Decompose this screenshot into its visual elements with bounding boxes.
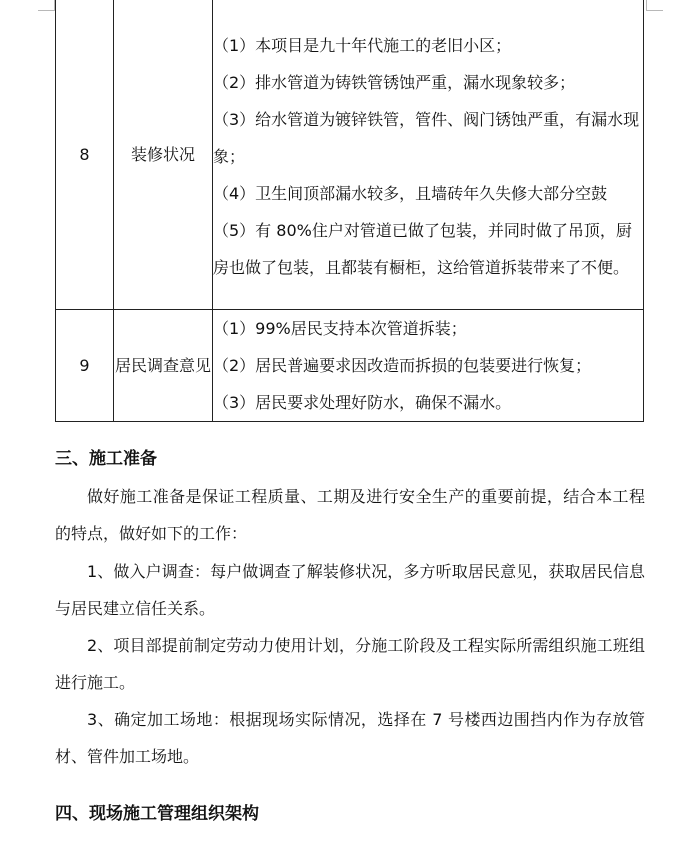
detail-line: （3）居民要求处理好防水，确保不漏水。 [213,393,512,412]
detail-line: （4）卫生间顶部漏水较多，且墙砖年久失修大部分空鼓 [213,183,608,203]
detail-line: （5）有 80%住户对管道已做了包装，并同时做了吊顶，厨房也做了包装，且都装有橱柜，这给管道拆装带来了不便。 [213,220,632,277]
row-item: 居民调查意见 [114,310,213,422]
page-corner-mark-right [646,0,663,11]
row-number: 9 [56,310,114,422]
detail-line: （1）本项目是九十年代施工的老旧小区； [213,35,512,55]
section-heading: 三、施工准备 [55,449,157,469]
row-item: 装修状况 [114,0,213,310]
paragraph: 2、项目部提前制定劳动力使用计划，分施工阶段及工程实际所需组织施工班组进行施工。 [55,636,645,692]
row-number: 8 [56,0,114,310]
paragraph: 3、确定加工场地：根据现场实际情况，选择在 7 号楼西边围挡内作为存放管材、管件加工场地。 [55,710,645,766]
detail-line: （3）给水管道为镀锌铁管，管件、阀门锈蚀严重，有漏水现象； [213,109,640,166]
paragraph: 做好施工准备是保证工程质量、工期及进行安全生产的重要前提，结合本工程的特点，做好如下的工作： [55,487,645,543]
survey-table [55,0,644,422]
row-details [213,0,644,310]
page-corner-mark-left [38,0,55,11]
section-heading: 四、现场施工管理组织架构 [55,804,259,824]
detail-line: （2）居民普遍要求因改造而拆损的包装要进行恢复； [213,356,592,375]
table-row [56,310,644,422]
paragraph: 1、做入户调查：每户做调查了解装修状况，多方听取居民意见，获取居民信息与居民建立信任关系。 [55,562,645,618]
row-details [213,310,644,422]
detail-line: （1）99%居民支持本次管道拆装； [213,319,467,338]
detail-line: （2）排水管道为铸铁管锈蚀严重，漏水现象较多； [213,72,576,92]
table-row [56,0,644,310]
